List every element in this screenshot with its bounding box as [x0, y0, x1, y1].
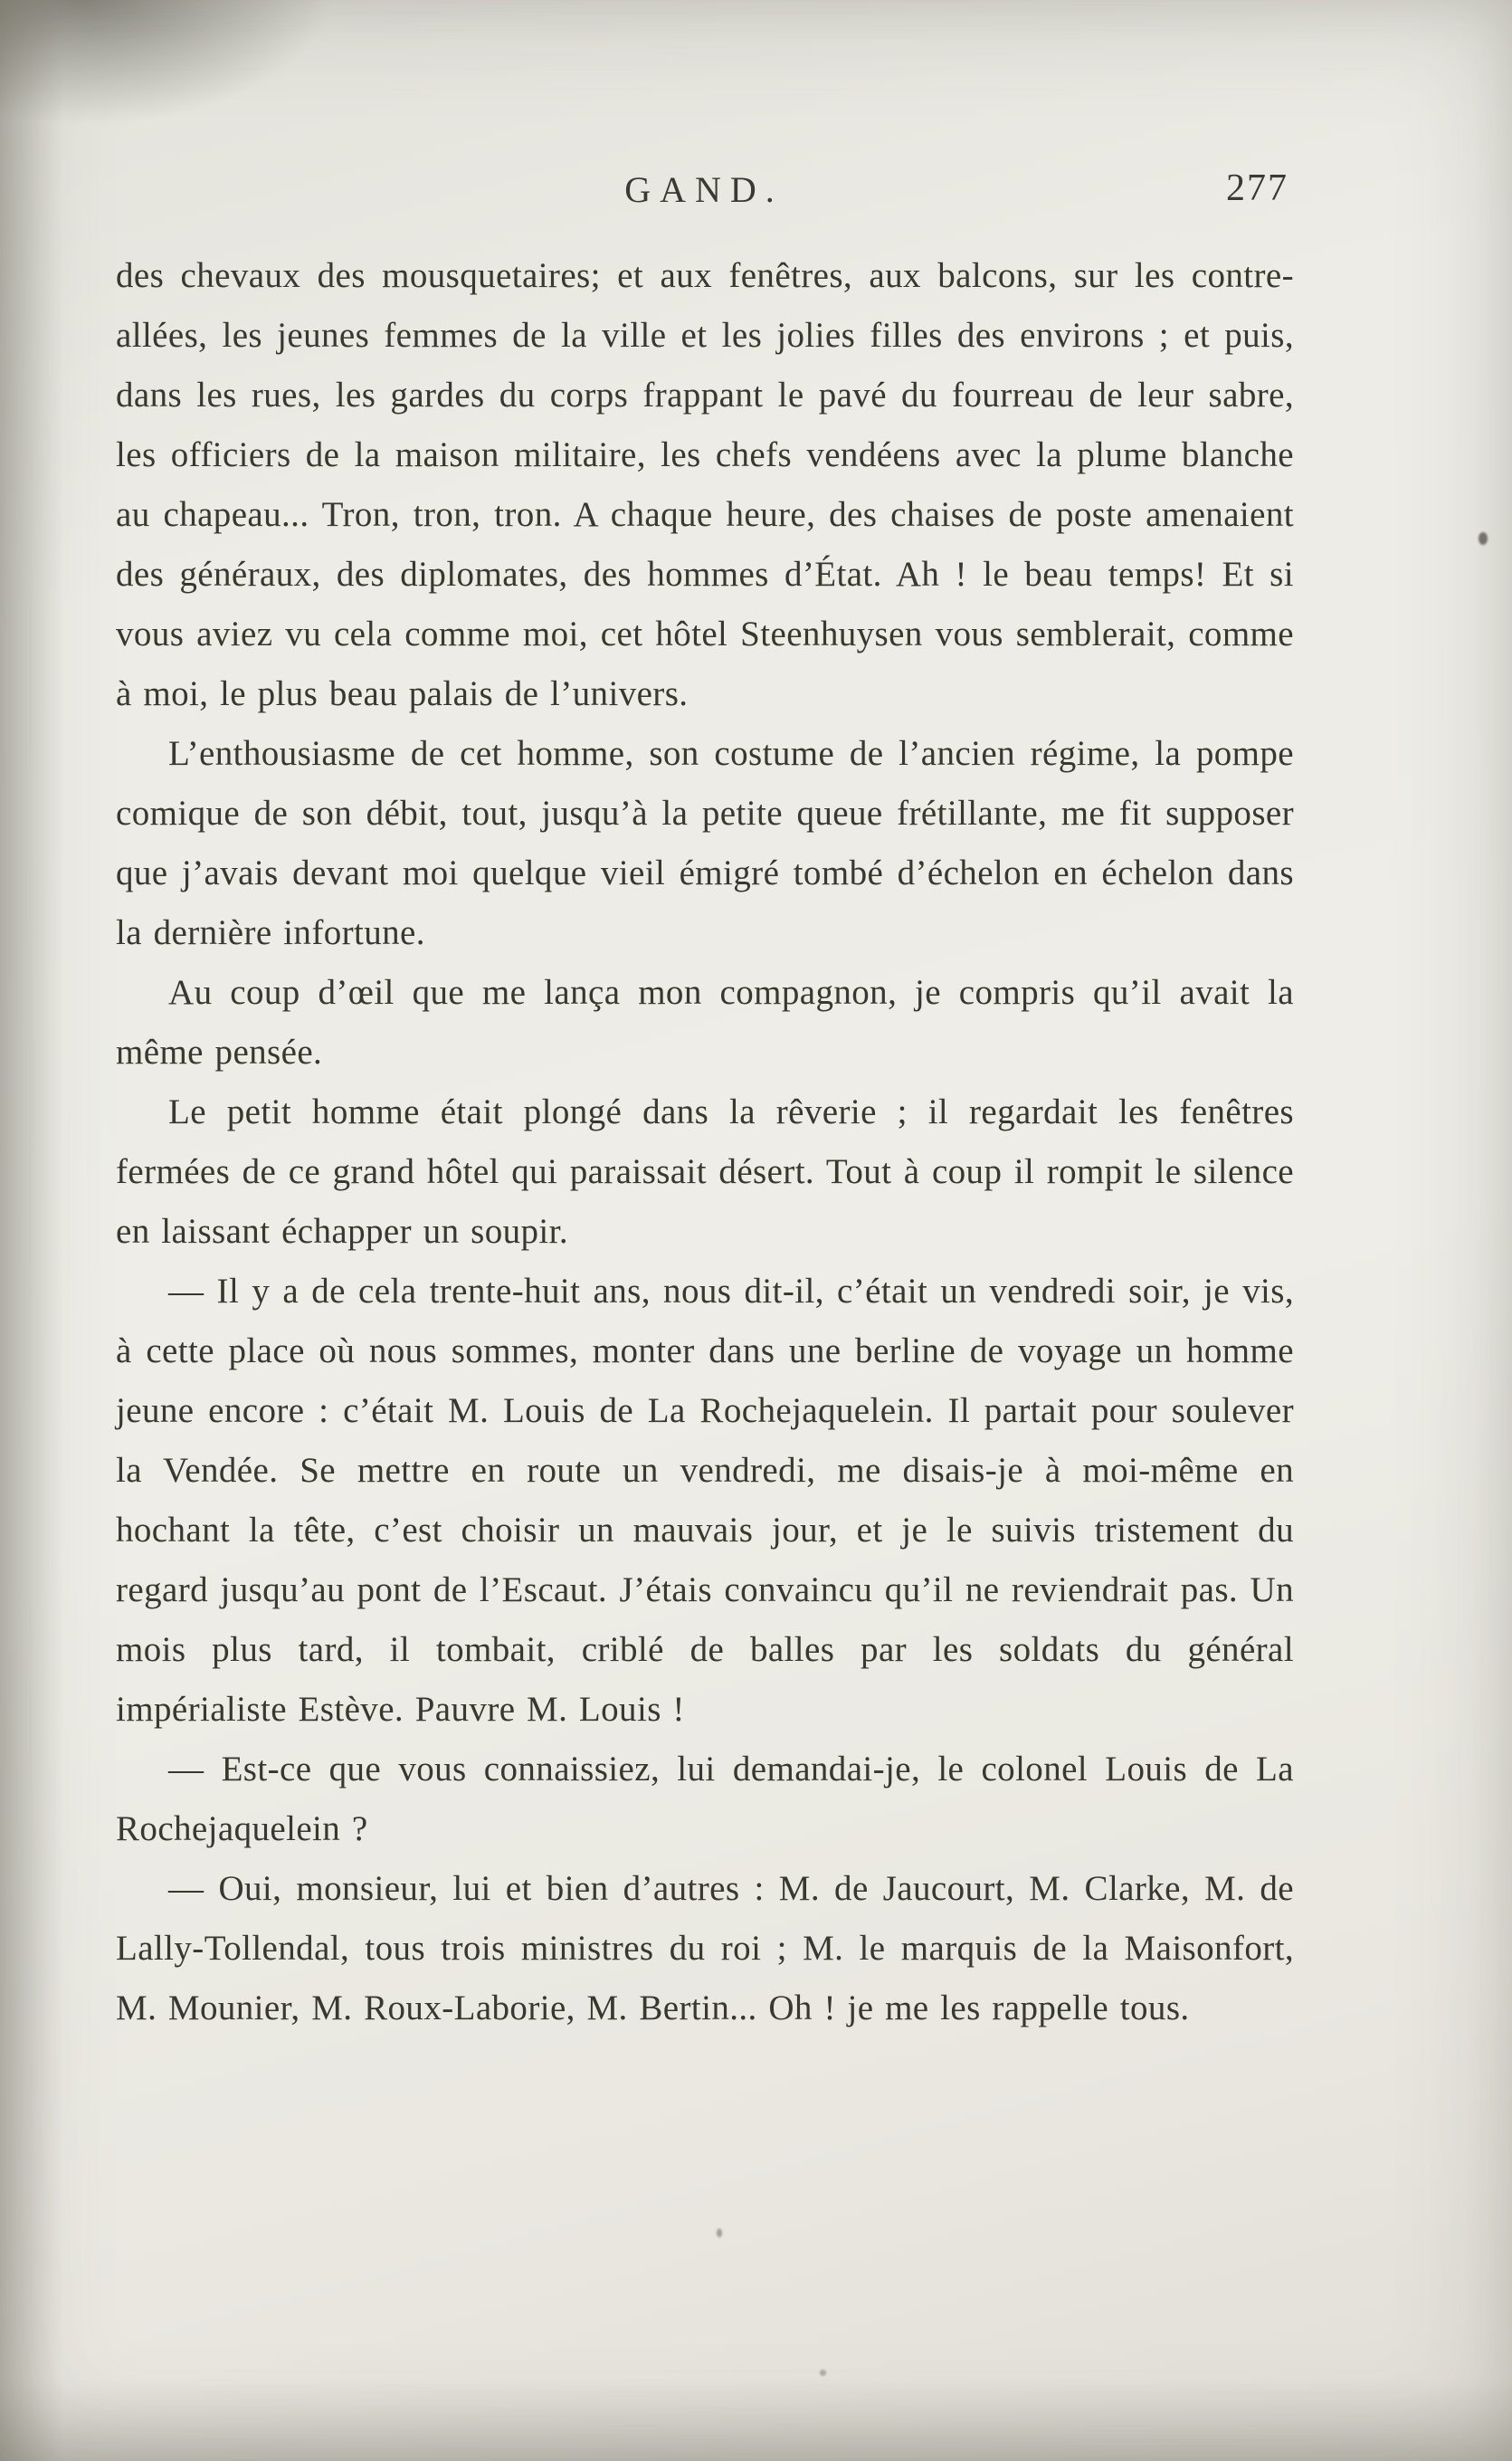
paragraph-6: — Est-ce que vous connaissiez, lui demandai-je, le colonel Louis de La Rochejaquelein ?: [116, 1750, 1294, 1848]
body-text: [116, 246, 1294, 2038]
page-number: 277: [1226, 167, 1289, 209]
scan-artifact: [820, 2370, 826, 2376]
scan-edge-shadow-bottom: [0, 2380, 1512, 2461]
paragraph-4: Le petit homme était plongé dans la rêverie ; il regardait les fenêtres fermées de ce grand hôtel qui paraissait désert. Tout à coup il rompit le silence en laissant échapper un soupir.: [116, 1092, 1294, 1251]
paragraph-5: — Il y a de cela trente-huit ans, nous dit-il, c’était un vendredi soir, je vis, à cette place où nous sommes, monter dans une berline de voyage un homme jeune encore : c’était M. Louis de La Rochejaquelein. Il partait pour soulever la Vendée. Se mettre en route un vendredi, me disais-je à moi-même en hochant la tête, c’est choisir un mauvais jour, et je le suivis tristement du regard jusqu’au pont de l’Escaut. J’étais convaincu qu’il ne reviendrait pas. Un mois plus tard, il tombait, criblé de balles par les soldats du général impérialiste Estève. Pauvre M. Louis !: [116, 1272, 1294, 1729]
scan-artifact: [717, 2228, 722, 2237]
running-title: GAND.: [624, 169, 784, 210]
paragraph-1: des chevaux des mousquetaires; et aux fenêtres, aux balcons, sur les contre-allées, les jeunes femmes de la ville et les jolies filles des environs ; et puis, dans les rues, les gardes du corps frappant le pavé du fourreau de leur sabre, les officiers de la maison militaire, les chefs vendéens avec la plume blanche au chapeau... Tron, tron, tron. A chaque heure, des chaises de poste amenaient des généraux, des diplomates, des hommes d’État. Ah ! le beau temps! Et si vous aviez vu cela comme moi, cet hôtel Steenhuysen vous semblerait, comme à moi, le plus beau palais de l’univers.: [116, 256, 1294, 713]
scan-edge-shadow-left: [0, 0, 63, 2461]
running-header: [116, 168, 1292, 226]
paragraph-7: — Oui, monsieur, lui et bien d’autres : M. de Jaucourt, M. Clarke, M. de Lally-Tollendal, tous trois ministres du roi ; M. le marquis de la Maisonfort, M. Mounier, M. Roux-Laborie, M. Bertin... Oh ! je me les rappelle tous.: [116, 1869, 1294, 2027]
paragraph-2: L’enthousiasme de cet homme, son costume de l’ancien régime, la pompe comique de son débit, tout, jusqu’à la petite queue frétillante, me fit supposer que j’avais devant moi quelque vieil émigré tombé d’échelon en échelon dans la dernière infortune.: [116, 734, 1294, 952]
paragraph-3: Au coup d’œil que me lança mon compagnon, je compris qu’il avait la même pensée.: [116, 973, 1294, 1072]
scan-smudge: [0, 0, 353, 136]
scan-artifact: [1479, 532, 1488, 545]
